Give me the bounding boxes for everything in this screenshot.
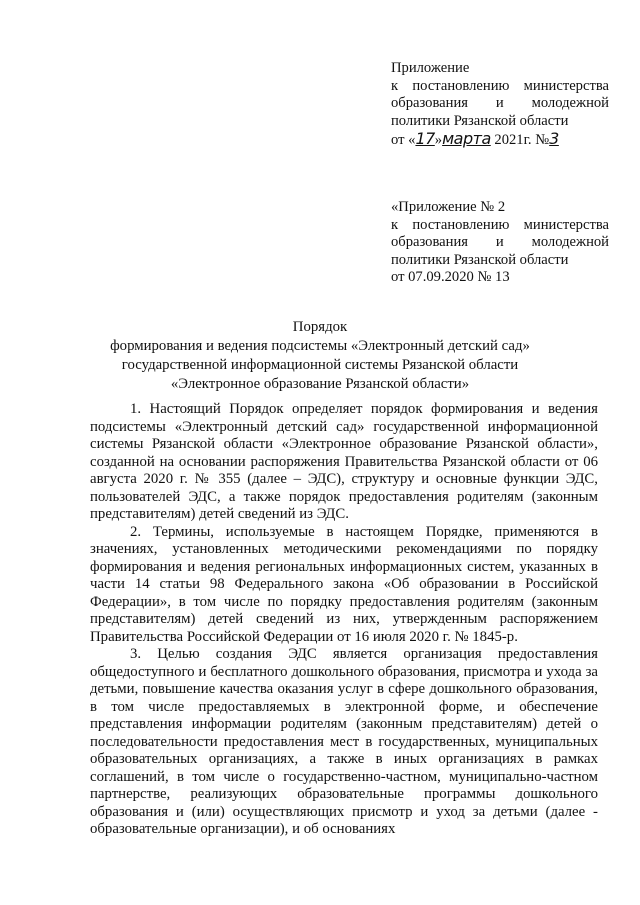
paragraph-1: 1. Настоящий Порядок определяет порядок формирования и ведения подсистемы «Электронный детский сад» государственной информационной системы Рязанской области «Электронное образование Рязанской области», созданной на основании распоряжения Правительства Рязанской области от 06 августа 2020 г. № 355 (далее – ЭДС), структуру и основные функции ЭДС, пользователей ЭДС, а также порядок предоставления родителям (законным представителям) детей сведений из ЭДС. bbox=[90, 401, 598, 522]
paragraph-2: 2. Термины, используемые в настоящем Порядке, применяются в значениях, установленных методическими рекомендациями по порядку формирования и ведения региональных информационных систем, указанных в части 14 статьи 98 Федерального закона «Об образовании в Российской Федерации», в том числе по порядку предоставления родителям (законным представителям) детей сведений из них, утвержденным распоряжением Правительства Российской Федерации от 16 июля 2020 г. № 1845-р. bbox=[90, 523, 598, 645]
prev-attachment-date: от 07.09.2020 № 13 bbox=[391, 269, 510, 285]
title-line-2: формирования и ведения подсистемы «Электронный детский сад» bbox=[110, 338, 530, 354]
document-body bbox=[90, 401, 598, 839]
paragraph-3: 3. Целью создания ЭДС является организация предоставления общедоступного и бесплатного дошкольного образования, присмотра и ухода за детьми, повышение качества оказания услуг в сфере дошкольного образования, в том числе предоставляемых в электронной форме, и обеспечение представления информации родителям (законным представителям) детей о последовательности предоставления мест в государственных, муниципальных образовательных организациях, а также в иных организациях в рамках соглашений, в том числе о государственно-частном, муниципально-частном партнерстве, реализующих образовательные программы дошкольного образования и (или) осуществляющих присмотр и уход за детьми (далее - образовательные организации), и об основаниях bbox=[90, 646, 598, 837]
title-line-4: «Электронное образование Рязанской области» bbox=[170, 376, 470, 392]
prev-attachment-label: «Приложение № 2 bbox=[391, 199, 506, 215]
attachment-line-2: к постановлению министерства bbox=[391, 77, 609, 94]
title-line-3: государственной информационной системы Рязанской области bbox=[121, 357, 519, 373]
handwritten-month: марта bbox=[442, 129, 491, 148]
prev-attachment-line-2: к постановлению министерства bbox=[391, 216, 609, 233]
title-line-1: Порядок bbox=[292, 319, 348, 335]
attachment-label: Приложение bbox=[391, 60, 470, 76]
prev-attachment-line-3: образования и молодежной bbox=[391, 234, 609, 250]
prev-attachment-line-4: политики Рязанской области bbox=[391, 251, 569, 268]
attachment-header bbox=[391, 60, 609, 150]
date-suffix: 2021г. № bbox=[490, 132, 550, 148]
date-mid: » bbox=[434, 132, 443, 148]
attachment-line-3: образования и молодежной bbox=[391, 95, 609, 111]
handwritten-day: 17 bbox=[415, 129, 435, 148]
date-prefix: от « bbox=[391, 132, 416, 148]
handwritten-number: 3 bbox=[549, 129, 559, 148]
document-title bbox=[0, 318, 640, 394]
previous-attachment-header bbox=[391, 199, 609, 287]
attachment-line-4: политики Рязанской области bbox=[391, 112, 569, 129]
attachment-date-line bbox=[391, 130, 609, 150]
